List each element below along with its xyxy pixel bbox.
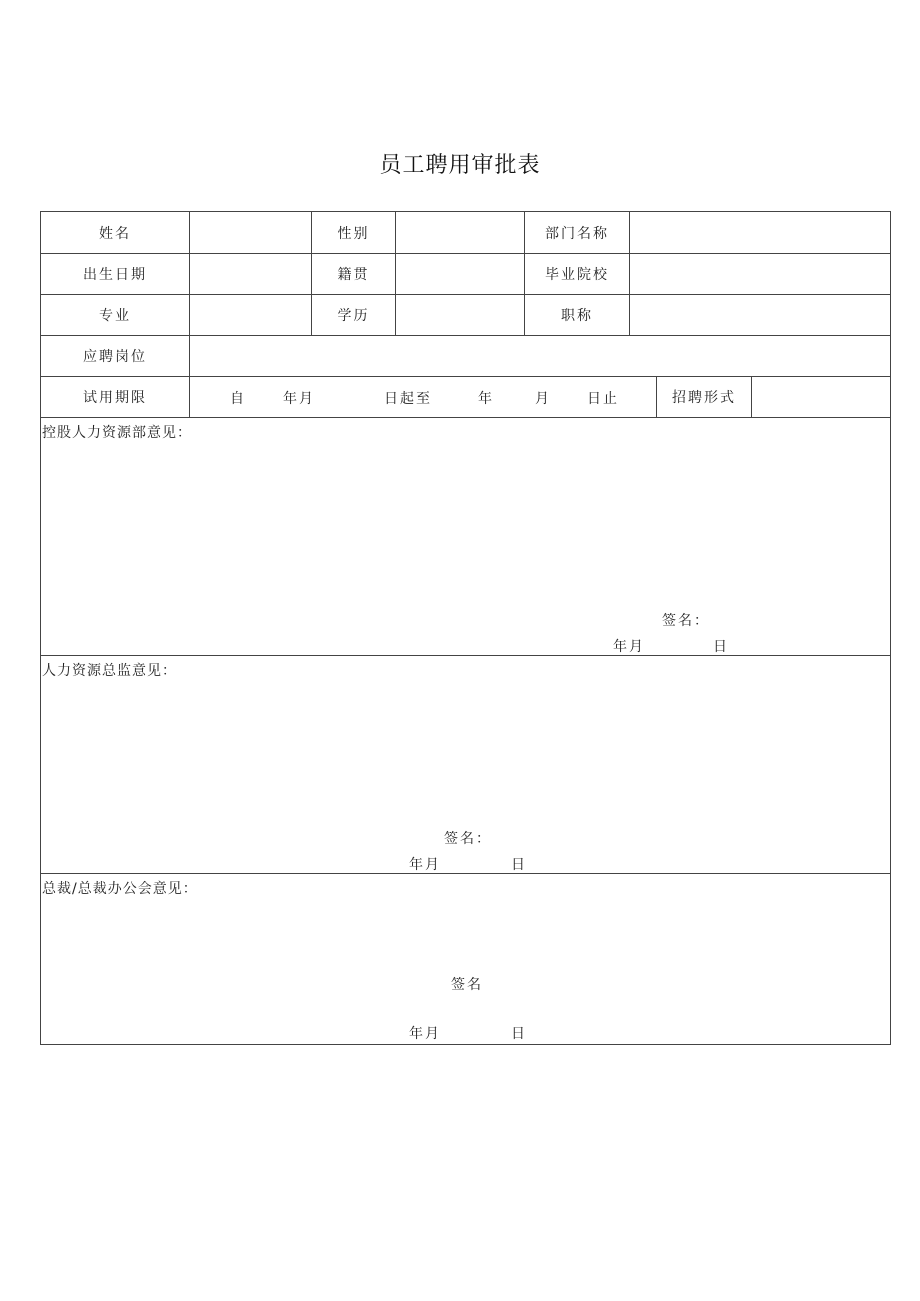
native-place-field[interactable] xyxy=(396,254,524,294)
approval-form-table xyxy=(40,211,891,1045)
probation-start-year-month: 年月 xyxy=(283,391,315,407)
recruit-type-label: 招聘形式 xyxy=(672,390,736,406)
hr-director-date-year-month: 年月 xyxy=(409,857,441,873)
gender-field[interactable] xyxy=(396,212,524,253)
department-label: 部门名称 xyxy=(545,225,609,242)
president-signature-label: 签名 xyxy=(451,977,483,993)
hr-director-opinion-label: 人力资源总监意见： xyxy=(42,663,177,679)
school-field[interactable] xyxy=(630,254,890,294)
probation-label: 试用期限 xyxy=(83,390,147,406)
name-field[interactable] xyxy=(190,212,311,253)
president-date-day: 日 xyxy=(511,1026,527,1042)
education-field[interactable] xyxy=(396,295,524,335)
hr-dept-opinion-section xyxy=(41,418,890,655)
page-title: 员工聘用审批表 xyxy=(379,153,541,178)
birthdate-label: 出生日期 xyxy=(83,267,147,283)
position-label: 应聘岗位 xyxy=(83,349,147,365)
president-date-year-month: 年月 xyxy=(409,1026,441,1042)
hr-director-opinion-section xyxy=(41,656,890,873)
probation-end-year: 年 xyxy=(478,391,494,407)
department-field[interactable] xyxy=(630,212,890,253)
president-opinion-section xyxy=(41,874,890,1044)
probation-end-month: 月 xyxy=(535,391,551,407)
name-label: 姓名 xyxy=(99,225,131,242)
probation-from: 自 xyxy=(230,391,246,407)
hr-dept-date-day: 日 xyxy=(713,639,729,655)
hr-director-signature-label: 签名： xyxy=(444,831,492,847)
hr-dept-date-year-month: 年月 xyxy=(613,639,645,655)
hr-director-date-day: 日 xyxy=(511,857,527,873)
president-opinion-label: 总裁/总裁办公会意见： xyxy=(42,881,198,897)
job-title-field[interactable] xyxy=(630,295,890,335)
probation-end-day: 日止 xyxy=(587,391,619,407)
education-label: 学历 xyxy=(337,308,370,324)
major-label: 专业 xyxy=(99,308,131,324)
hr-dept-opinion-label: 控股人力资源部意见： xyxy=(42,425,192,441)
native-place-label: 籍贯 xyxy=(337,267,370,283)
position-field[interactable] xyxy=(190,336,890,376)
recruit-type-field[interactable] xyxy=(752,377,890,417)
probation-start-day-to: 日起至 xyxy=(384,391,432,407)
gender-label: 性别 xyxy=(337,225,370,242)
major-field[interactable] xyxy=(190,295,311,335)
school-label: 毕业院校 xyxy=(545,267,609,283)
job-title-label: 职称 xyxy=(561,308,593,324)
birthdate-field[interactable] xyxy=(190,254,311,294)
hr-dept-signature-label: 签名： xyxy=(662,613,710,629)
